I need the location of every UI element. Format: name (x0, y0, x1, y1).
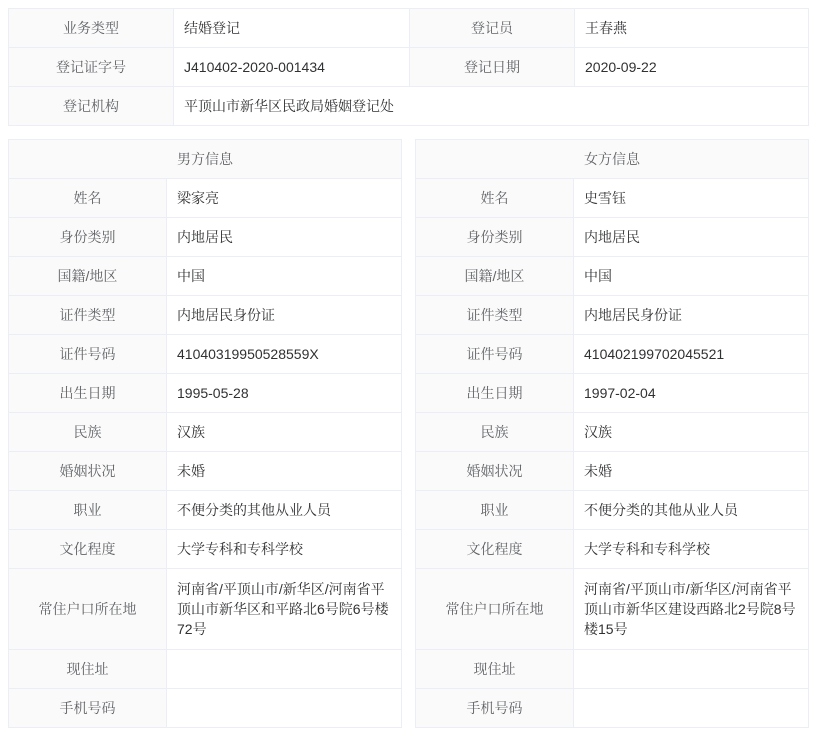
panel-female (415, 139, 809, 728)
label-female-nationality: 国籍/地区 (416, 257, 574, 296)
value-female-id-type: 内地居民身份证 (574, 296, 809, 335)
label-male-occupation: 职业 (9, 491, 167, 530)
value-registrar: 王春燕 (575, 9, 809, 48)
value-male-identity-category: 内地居民 (167, 218, 402, 257)
label-male-id-number: 证件号码 (9, 335, 167, 374)
label-male-current-address: 现住址 (9, 650, 167, 689)
value-female-education: 大学专科和专科学校 (574, 530, 809, 569)
table-row (416, 335, 809, 374)
label-female-education: 文化程度 (416, 530, 574, 569)
label-male-name: 姓名 (9, 179, 167, 218)
summary-table (8, 8, 809, 126)
table-row (416, 374, 809, 413)
label-business-type: 业务类型 (9, 9, 174, 48)
table-row (416, 530, 809, 569)
value-male-nationality: 中国 (167, 257, 402, 296)
table-row (9, 689, 402, 728)
table-row (416, 218, 809, 257)
table-row (9, 9, 809, 48)
table-row (416, 413, 809, 452)
value-female-nationality: 中国 (574, 257, 809, 296)
female-info-table (415, 139, 809, 728)
label-male-education: 文化程度 (9, 530, 167, 569)
label-registration-date: 登记日期 (410, 48, 575, 87)
value-male-birth-date: 1995-05-28 (167, 374, 402, 413)
value-female-name: 史雪钰 (574, 179, 809, 218)
male-info-table (8, 139, 402, 728)
label-female-identity-category: 身份类别 (416, 218, 574, 257)
table-row (9, 413, 402, 452)
value-male-id-number: 41040319950528559X (167, 335, 402, 374)
table-row (9, 374, 402, 413)
label-certificate-number: 登记证字号 (9, 48, 174, 87)
value-male-household-address: 河南省/平顶山市/新华区/河南省平顶山市新华区和平路北6号院6号楼72号 (167, 569, 402, 650)
table-row (9, 48, 809, 87)
value-male-occupation: 不便分类的其他从业人员 (167, 491, 402, 530)
label-male-phone: 手机号码 (9, 689, 167, 728)
table-row (9, 87, 809, 126)
table-row (416, 257, 809, 296)
label-male-nationality: 国籍/地区 (9, 257, 167, 296)
value-registration-agency: 平顶山市新华区民政局婚姻登记处 (174, 87, 809, 126)
label-female-occupation: 职业 (416, 491, 574, 530)
label-female-phone: 手机号码 (416, 689, 574, 728)
label-male-id-type: 证件类型 (9, 296, 167, 335)
label-male-identity-category: 身份类别 (9, 218, 167, 257)
value-male-current-address (167, 650, 402, 689)
value-female-current-address (574, 650, 809, 689)
value-male-education: 大学专科和专科学校 (167, 530, 402, 569)
person-panels (8, 139, 809, 728)
panel-male (8, 139, 402, 728)
table-row (416, 569, 809, 650)
summary-section (8, 8, 809, 126)
label-female-id-number: 证件号码 (416, 335, 574, 374)
value-female-occupation: 不便分类的其他从业人员 (574, 491, 809, 530)
table-row (416, 296, 809, 335)
label-registration-agency: 登记机构 (9, 87, 174, 126)
label-female-ethnicity: 民族 (416, 413, 574, 452)
table-row (416, 491, 809, 530)
value-female-marital-status: 未婚 (574, 452, 809, 491)
table-row (416, 140, 809, 179)
label-female-current-address: 现住址 (416, 650, 574, 689)
label-registrar: 登记员 (410, 9, 575, 48)
value-female-phone (574, 689, 809, 728)
table-row (9, 257, 402, 296)
value-business-type: 结婚登记 (174, 9, 410, 48)
label-male-household-address: 常住户口所在地 (9, 569, 167, 650)
value-female-household-address: 河南省/平顶山市/新华区/河南省平顶山市新华区建设西路北2号院8号楼15号 (574, 569, 809, 650)
value-male-name: 梁家亮 (167, 179, 402, 218)
value-female-id-number: 410402199702045521 (574, 335, 809, 374)
label-female-household-address: 常住户口所在地 (416, 569, 574, 650)
value-male-marital-status: 未婚 (167, 452, 402, 491)
value-female-birth-date: 1997-02-04 (574, 374, 809, 413)
value-male-id-type: 内地居民身份证 (167, 296, 402, 335)
panel-title-female: 女方信息 (416, 140, 809, 179)
table-row (416, 650, 809, 689)
table-row (9, 335, 402, 374)
table-row (416, 689, 809, 728)
table-row (9, 140, 402, 179)
value-registration-date: 2020-09-22 (575, 48, 809, 87)
value-male-ethnicity: 汉族 (167, 413, 402, 452)
table-row (9, 296, 402, 335)
label-female-name: 姓名 (416, 179, 574, 218)
value-certificate-number: J410402-2020-001434 (174, 48, 410, 87)
table-row (9, 530, 402, 569)
panel-title-male: 男方信息 (9, 140, 402, 179)
label-female-birth-date: 出生日期 (416, 374, 574, 413)
value-female-identity-category: 内地居民 (574, 218, 809, 257)
table-row (9, 569, 402, 650)
table-row (9, 452, 402, 491)
label-male-birth-date: 出生日期 (9, 374, 167, 413)
table-row (9, 650, 402, 689)
value-male-phone (167, 689, 402, 728)
table-row (416, 452, 809, 491)
table-row (416, 179, 809, 218)
table-row (9, 179, 402, 218)
label-male-marital-status: 婚姻状况 (9, 452, 167, 491)
label-female-marital-status: 婚姻状况 (416, 452, 574, 491)
table-row (9, 491, 402, 530)
value-female-ethnicity: 汉族 (574, 413, 809, 452)
table-row (9, 218, 402, 257)
label-female-id-type: 证件类型 (416, 296, 574, 335)
label-male-ethnicity: 民族 (9, 413, 167, 452)
